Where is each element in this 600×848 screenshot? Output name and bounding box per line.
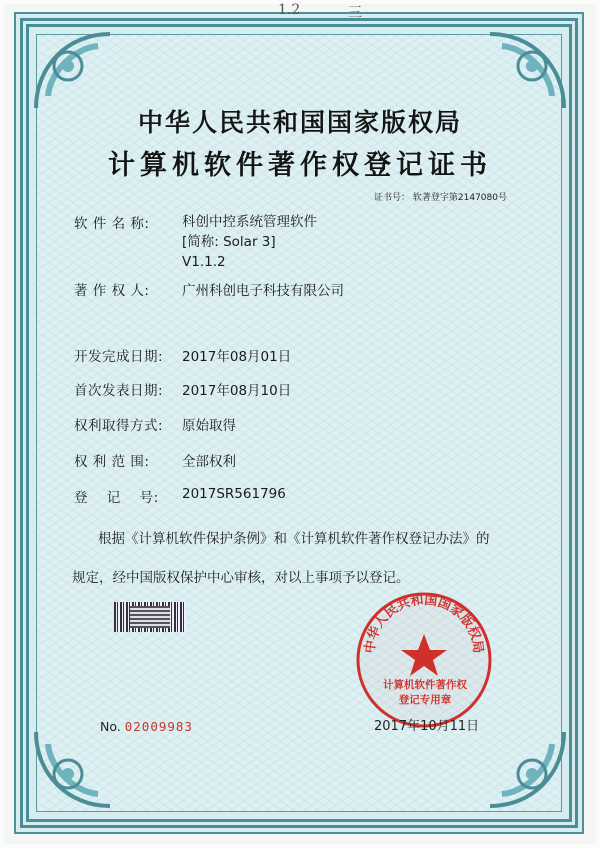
corner-ornament-bottom-right	[482, 724, 572, 814]
seal-line-2: 登记专用章	[398, 694, 452, 706]
field-copyright-owner	[74, 279, 344, 299]
serial-number	[100, 719, 193, 734]
field-value: 2017SR561796	[182, 486, 286, 502]
field-label: 首次发表日期:	[74, 383, 164, 399]
certificate-number	[374, 190, 507, 203]
seal-line-1: 计算机软件著作权	[383, 679, 467, 691]
cert-no-value: 软著登字第2147080号	[412, 193, 507, 203]
software-name: 科创中控系统管理软件	[182, 214, 317, 230]
seal-center-text	[372, 678, 478, 708]
barcode	[114, 602, 186, 632]
handwritten-mark: 1.2	[278, 2, 301, 18]
field-publish-date	[74, 379, 291, 399]
field-value	[182, 212, 317, 272]
field-value: 原始取得	[182, 418, 236, 434]
statement-paragraph	[72, 520, 542, 598]
software-short-name: [简称: Solar 3]	[182, 234, 276, 250]
field-software-name	[74, 212, 317, 272]
official-seal	[354, 590, 494, 730]
seal-ring-text: 中华人民共和国国家版权局	[362, 592, 486, 655]
field-registration-number	[74, 486, 286, 506]
field-label: 软 件 名 称:	[74, 216, 150, 232]
issue-date: 2017年10月11日	[374, 719, 480, 734]
serial-value: 02009983	[124, 719, 193, 734]
handwritten-mark: 三	[348, 5, 362, 21]
field-acquisition-method	[74, 414, 236, 434]
field-label: 权利取得方式:	[74, 418, 164, 434]
software-version: V1.1.2	[182, 254, 226, 270]
field-value: 2017年08月01日	[182, 349, 292, 365]
field-rights-scope	[74, 450, 236, 470]
corner-ornament-bottom-left	[28, 724, 118, 814]
statement-line-2: 规定，经中国版权保护中心审核，对以上事项予以登记。	[72, 570, 410, 586]
field-label: 登 记 号:	[74, 490, 159, 506]
field-value: 全部权利	[182, 454, 236, 470]
cert-no-label: 证书号：	[374, 193, 411, 203]
certificate-title: 计算机软件著作权登记证书	[108, 150, 492, 181]
serial-prefix: No.	[100, 719, 121, 734]
field-completion-date	[74, 345, 291, 365]
field-label: 著 作 权 人:	[74, 283, 150, 299]
statement-line-1: 根据《计算机软件保护条例》和《计算机软件著作权登记办法》的	[98, 531, 490, 547]
issuer-title: 中华人民共和国国家版权局	[137, 108, 462, 137]
field-value: 2017年08月10日	[182, 383, 292, 399]
field-label: 开发完成日期:	[74, 349, 164, 365]
field-value: 广州科创电子科技有限公司	[182, 283, 344, 299]
field-label: 权 利 范 围:	[74, 454, 150, 470]
